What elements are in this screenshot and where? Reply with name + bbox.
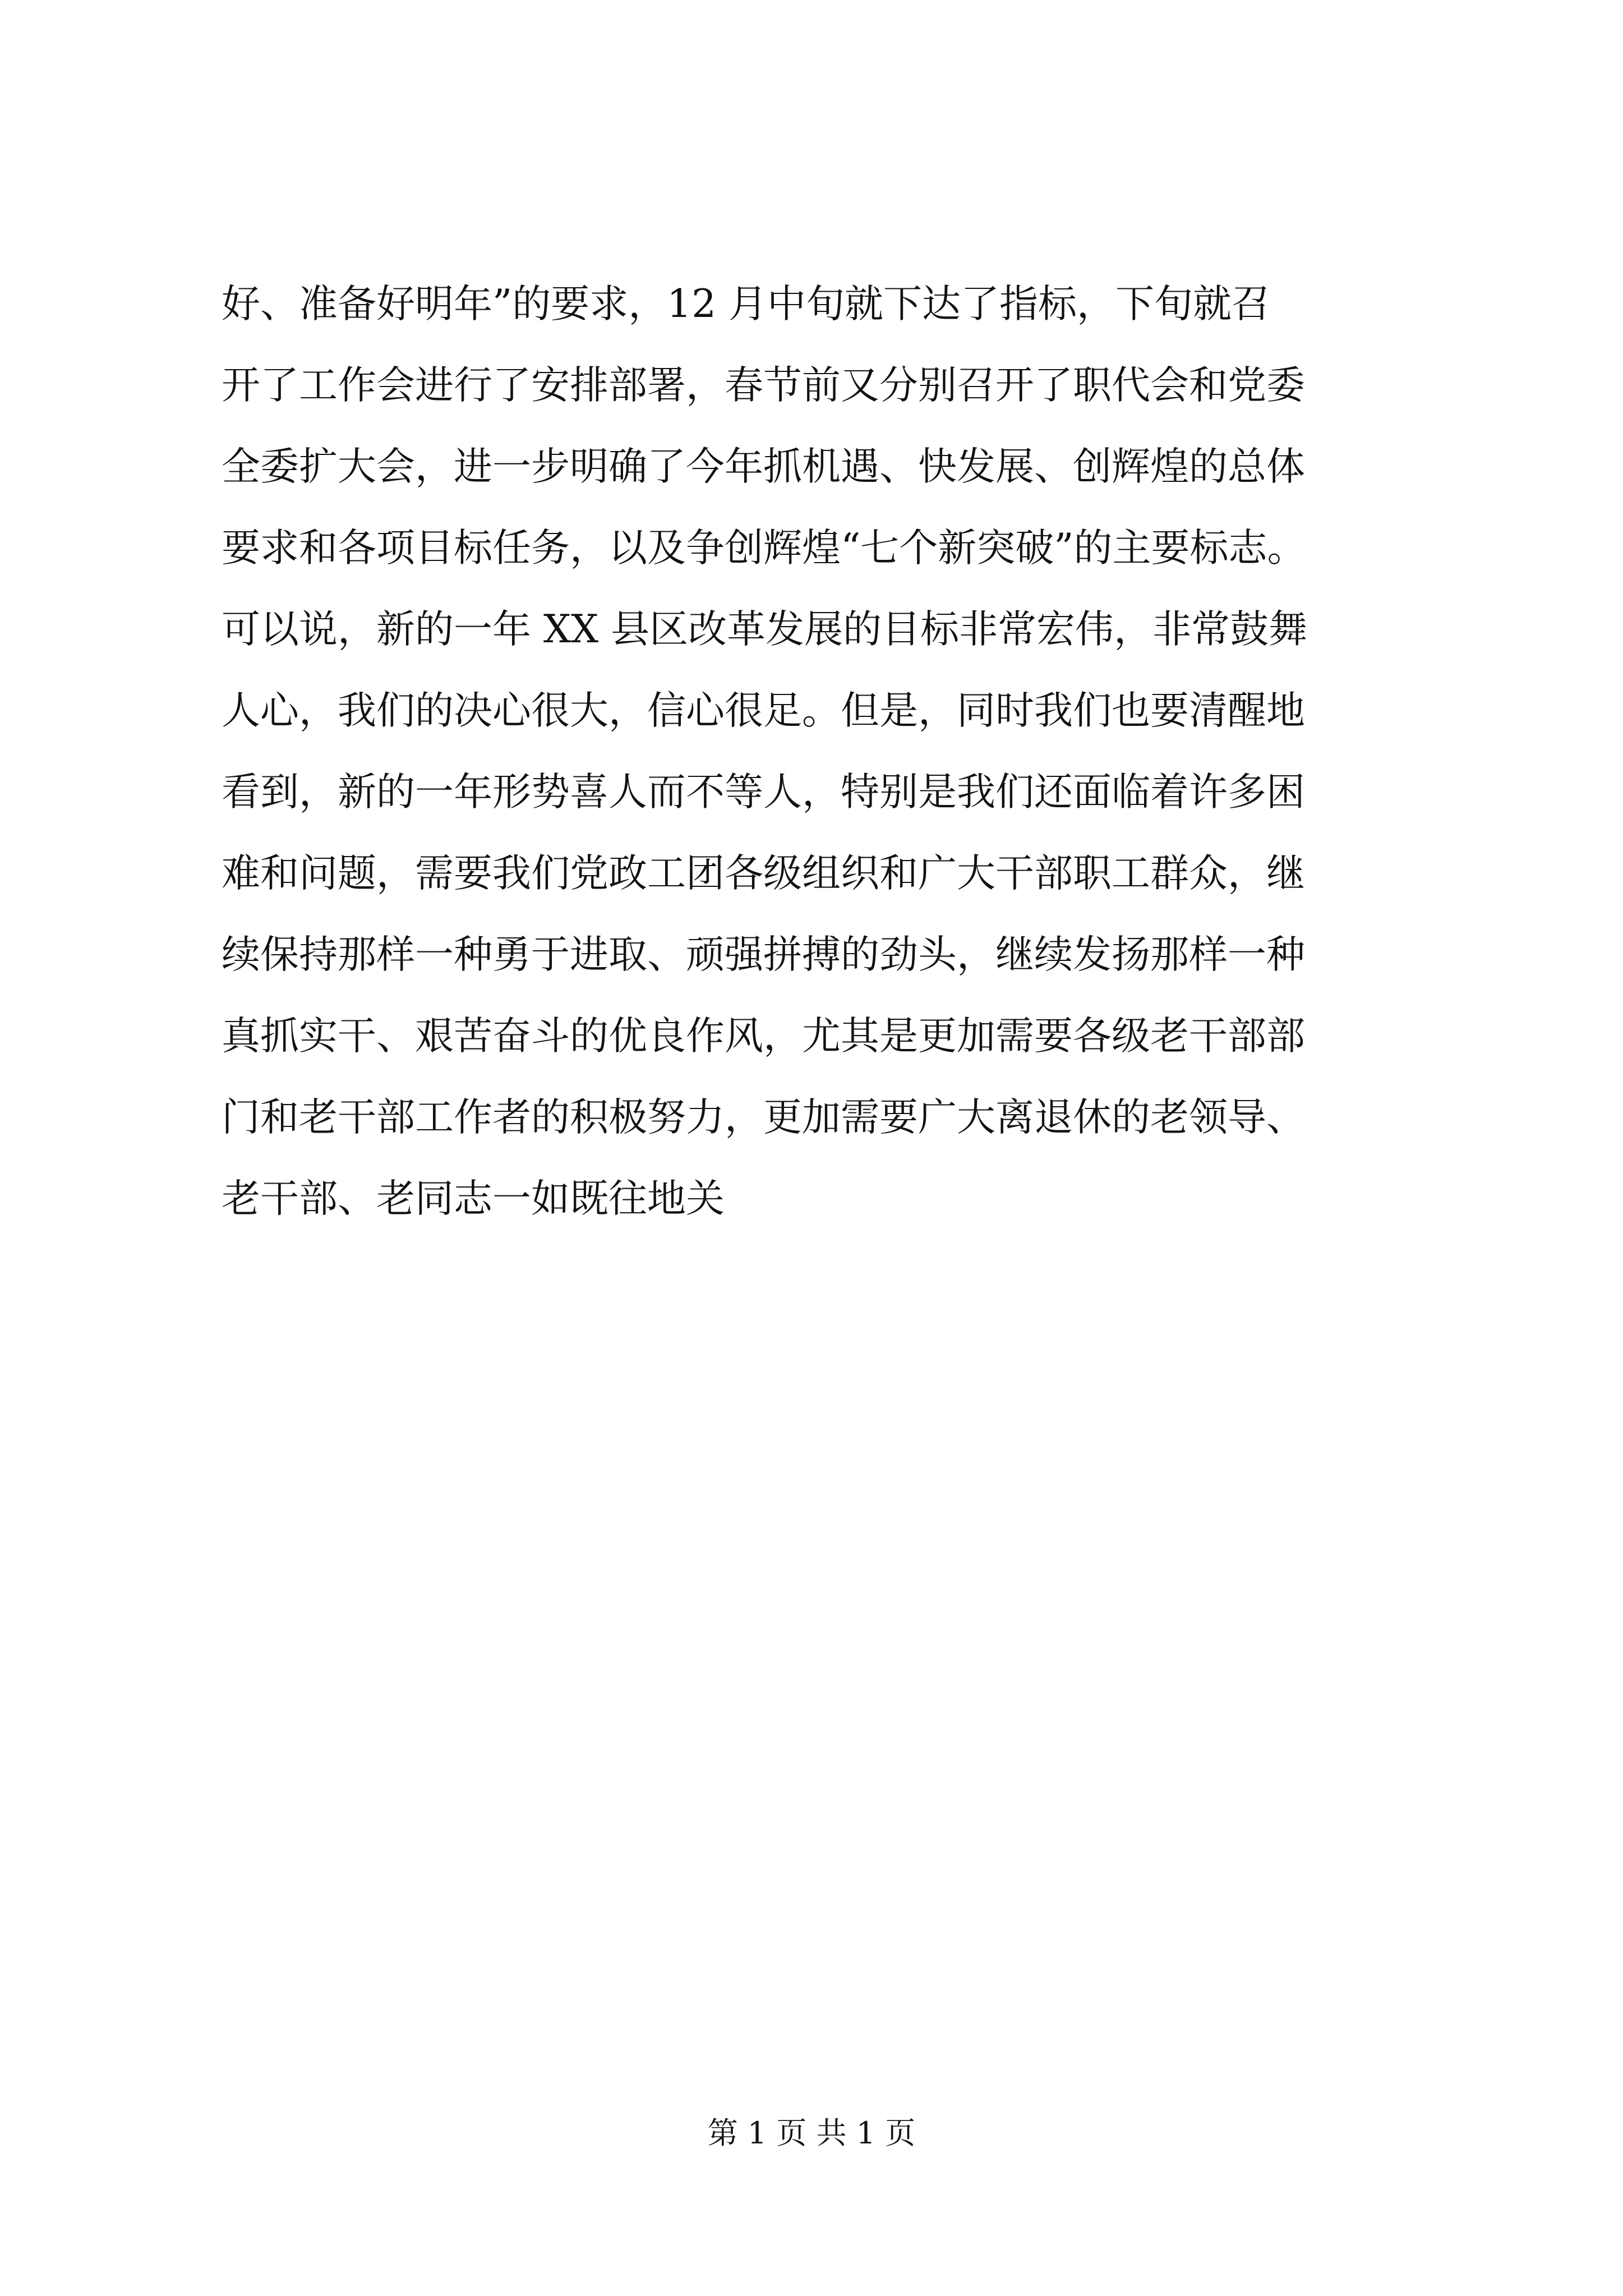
body-paragraph bbox=[222, 264, 1422, 1240]
text-line: 可以说，新的一年 XX 县区改革发展的目标非常宏伟，非常鼓舞 bbox=[222, 607, 1308, 652]
text-line: 开了工作会进行了安排部署，春节前又分别召开了职代会和党委 bbox=[222, 363, 1305, 408]
text-line: 难和问题，需要我们党政工团各级组织和广大干部职工群众，继 bbox=[222, 851, 1305, 896]
text-line: 要求和各项目标任务，以及争创辉煌“七个新突破”的主要标志。 bbox=[222, 526, 1306, 570]
text-line: 真抓实干、艰苦奋斗的优良作风，尤其是更加需要各级老干部部 bbox=[222, 1014, 1305, 1059]
text-line: 老干部、老同志一如既往地关 bbox=[222, 1176, 725, 1221]
page-footer: 第 1 页 共 1 页 bbox=[707, 2115, 916, 2151]
text-line: 好、准备好明年”的要求，12 月中旬就下达了指标，下旬就召 bbox=[222, 282, 1271, 326]
text-line: 续保持那样一种勇于进取、顽强拼搏的劲头，继续发扬那样一种 bbox=[222, 932, 1305, 977]
text-line: 人心，我们的决心很大，信心很足。但是，同时我们也要清醒地 bbox=[222, 688, 1305, 733]
text-line: 看到，新的一年形势喜人而不等人，特别是我们还面临着许多困 bbox=[222, 770, 1305, 815]
text-line: 全委扩大会，进一步明确了今年抓机遇、快发展、创辉煌的总体 bbox=[222, 444, 1305, 489]
text-line: 门和老干部工作者的积极努力，更加需要广大离退休的老领导、 bbox=[222, 1095, 1305, 1140]
